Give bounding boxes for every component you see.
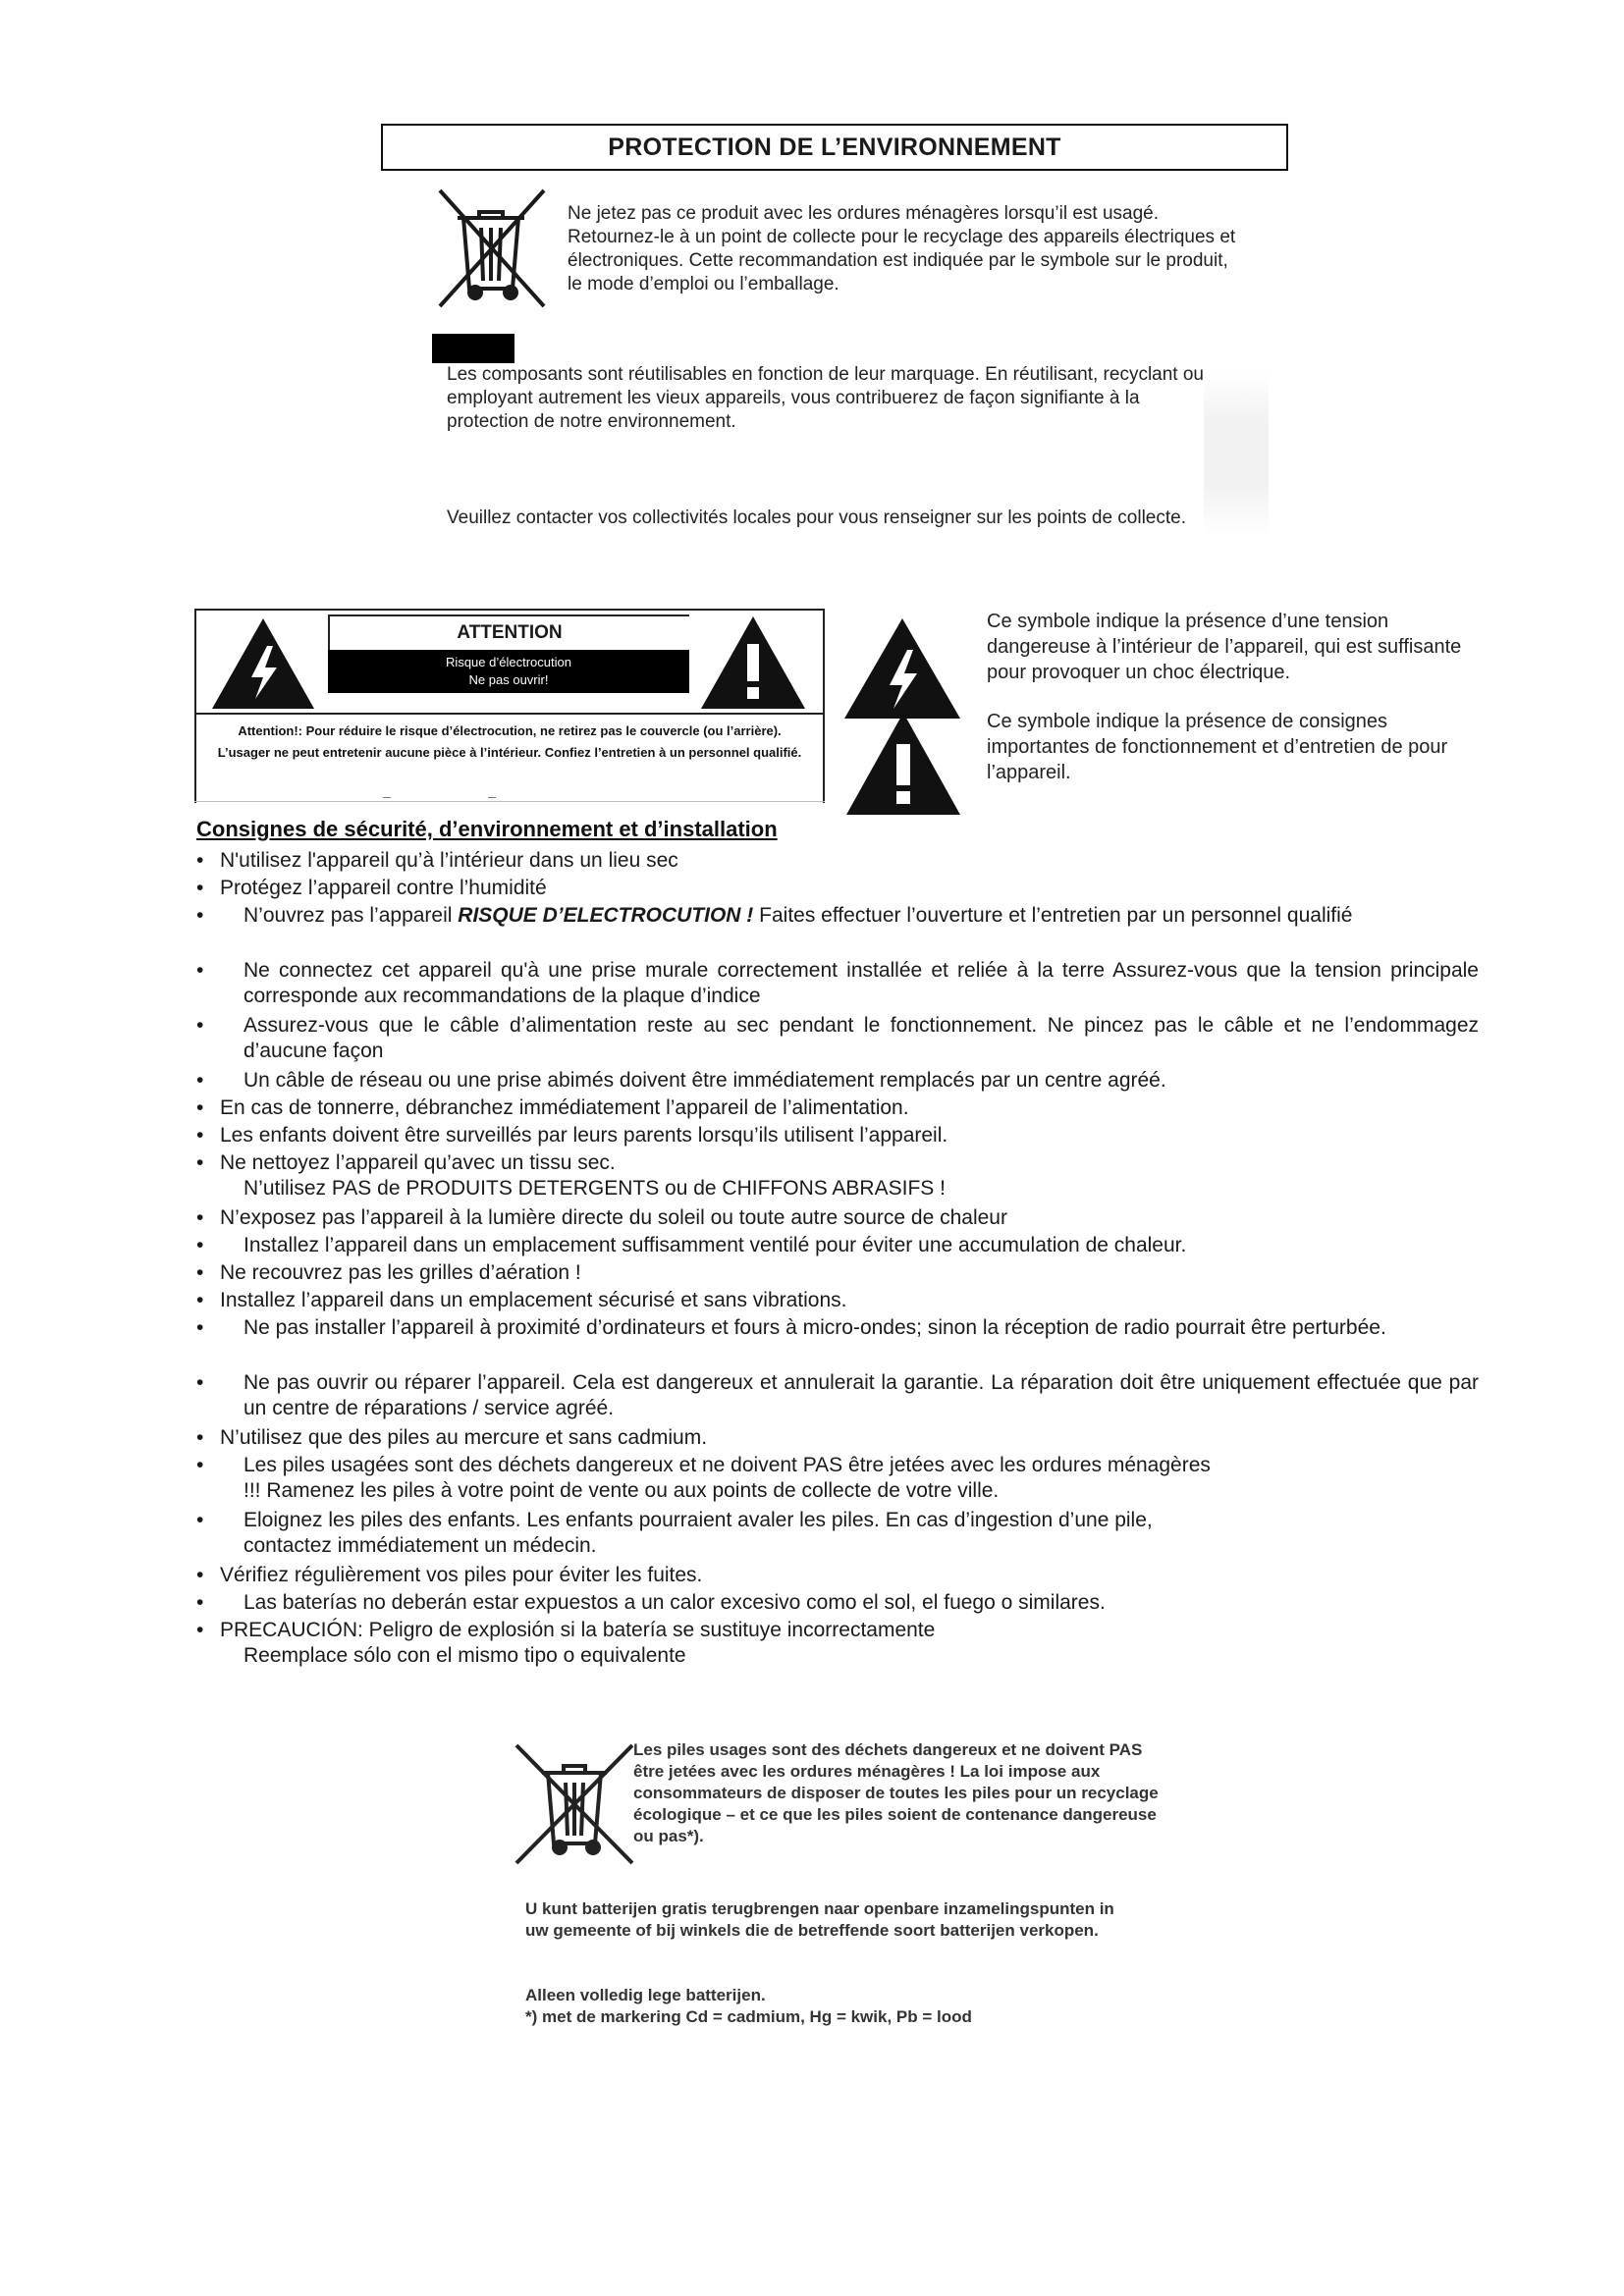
attention-title: ATTENTION — [328, 614, 689, 650]
list-item: • Eloignez les piles des enfants. Les enfants pourraient avaler les piles. En cas d’ingestion d’une pile, contactez immédiatement un médecin. — [196, 1509, 1153, 1557]
list-item: • N’utilisez que des piles au mercure et sans cadmium. — [196, 1426, 708, 1449]
electrocution-warning: RISQUE D’ELECTROCUTION ! — [458, 904, 754, 927]
list-item: • Vérifiez régulièrement vos piles pour éviter les fuites. — [196, 1564, 703, 1586]
bullet: • — [196, 1426, 204, 1449]
bullet: • — [196, 959, 204, 982]
attention-mark — [488, 797, 496, 798]
attention-note: Attention!: Pour réduire le risque d’électrocution, ne retirez pas le couvercle (ou l’arrière). L’usager ne peut entretenir aucune pièce à l’intérieur. Confiez l’entretien à un personnel qualifié. — [217, 723, 802, 760]
attention-risk-banner — [328, 650, 689, 693]
bullet: • — [196, 1564, 204, 1586]
bullet: • — [196, 1454, 204, 1476]
attention-header — [328, 614, 693, 713]
risk-line-1: Risque d’électrocution — [446, 655, 571, 669]
battery-note-footer — [525, 1985, 1134, 2028]
weee-bin-icon — [426, 183, 556, 316]
bullet: • — [196, 1289, 204, 1311]
bullet: • — [196, 1124, 204, 1147]
bullet: • — [196, 1234, 204, 1256]
bullet: • — [196, 1096, 204, 1119]
components-reuse-text: Les composants sont réutilisables en fonction de leur marquage. En réutilisant, recyclant ou employant autrement les vieux appareils, vous contribuerez de façon signifiante à la protection de notre environnement. — [447, 364, 1204, 432]
attention-divider — [196, 713, 823, 715]
list-item: • Protégez l’appareil contre l’humidité — [196, 877, 547, 899]
lightning-warning-icon — [210, 616, 316, 711]
attention-mark — [383, 797, 391, 798]
list-item: • Las baterías no deberán estar expuestos a un calor excesivo como el sol, el fuego o similares. — [196, 1591, 1106, 1614]
bullet: • — [196, 1619, 204, 1641]
weee-bin-icon — [511, 1735, 638, 1873]
attention-label — [194, 609, 825, 803]
list-item: • Ne pas ouvrir ou réparer l’appareil. Cela est dangereux et annulerait la garantie. La réparation doit être uniquement effectuée que par un centre de réparations / service agréé. — [196, 1371, 1479, 1419]
section-title-text: PROTECTION DE L’ENVIRONNEMENT — [608, 133, 1061, 161]
contact-authorities-text: Veuillez contacter vos collectivités locales pour vous renseigner sur les points de collecte. — [447, 507, 1186, 528]
safety-heading: Consignes de sécurité, d’environnement et d’installation — [196, 817, 778, 841]
lightning-warning-icon — [842, 616, 962, 721]
exclamation-warning-icon — [699, 614, 807, 711]
bullet: • — [196, 904, 204, 927]
weee-disposal-text: Ne jetez pas ce produit avec les ordures ménagères lorsqu’il est usagé. Retournez-le à un point de collecte pour le recyclage des appareils électriques et électroniques. Cette recommandation est indiquée par le symbole sur le produit, le mode d’emploi ou l’emballage. — [568, 203, 1236, 294]
risk-line-2: Ne pas ouvrir! — [468, 672, 549, 687]
bullet: • — [196, 877, 204, 899]
list-item: • N’ouvrez pas l’appareil RISQUE D’ELECTROCUTION ! Faites effectuer l’ouverture et l’entretien par un personnel qualifié — [196, 904, 1353, 927]
list-item: • Les piles usagées sont des déchets dangereux et ne doivent PAS être jetées avec les ordures ménagères !!! Ramenez les piles à votre point de vente ou aux points de collecte de votre ville. — [196, 1454, 1211, 1502]
voltage-symbol-text: Ce symbole indique la présence d’une tension dangereuse à l’intérieur de l’appareil, qui est suffisante pour provoquer un choc électrique. — [987, 611, 1462, 683]
list-item: • PRECAUCIÓN: Peligro de explosión si la batería se sustituye incorrectamente Reemplace sólo con el mismo tipo o equivalente — [196, 1619, 936, 1667]
bullet: • — [196, 1316, 204, 1339]
bullet: • — [196, 1591, 204, 1614]
exclamation-warning-icon — [844, 711, 962, 817]
bullet: • — [196, 1014, 204, 1037]
battery-note-nl: U kunt batterijen gratis terugbrengen naar openbare inzamelingspunten in uw gemeente of bij winkels die de betreffende soort batterijen verkopen. — [525, 1899, 1114, 1940]
list-item: • Ne nettoyez l’appareil qu’avec un tissu sec. N’utilisez PAS de PRODUITS DETERGENTS ou de CHIFFONS ABRASIFS ! — [196, 1151, 946, 1200]
list-item: • Installez l’appareil dans un emplacement sécurisé et sans vibrations. — [196, 1289, 847, 1311]
battery-footer-line-1: Alleen volledig lege batterijen. — [525, 1986, 766, 2004]
bullet: • — [196, 1206, 204, 1229]
bullet: • — [196, 1371, 204, 1394]
black-marker-bar — [432, 334, 514, 363]
battery-footer-line-2: *) met de markering Cd = cadmium, Hg = kwik, Pb = lood — [525, 2007, 972, 2026]
list-item: • N'utilisez l'appareil qu’à l’intérieur dans un lieu sec — [196, 849, 678, 872]
list-item: • Un câble de réseau ou une prise abimés doivent être immédiatement remplacés par un centre agréé. — [196, 1069, 1166, 1092]
bullet: • — [196, 1509, 204, 1531]
section-title — [381, 124, 1288, 171]
list-item: • Assurez-vous que le câble d’alimentation reste au sec pendant le fonctionnement. Ne pincez pas le câble et ne l’endommagez d’aucune façon — [196, 1014, 1479, 1062]
bullet: • — [196, 849, 204, 872]
scan-artifact — [1204, 371, 1269, 536]
list-item: • En cas de tonnerre, débranchez immédiatement l’appareil de l’alimentation. — [196, 1096, 909, 1119]
attention-bottom-edge — [194, 801, 825, 802]
bullet: • — [196, 1261, 204, 1284]
battery-note-fr: Les piles usages sont des déchets dangereux et ne doivent PAS être jetées avec les ordures ménagères ! La loi impose aux consommateurs de disposer de toutes les piles pour un recyclage écologique – et ce que les piles soient de contenance dangereuse ou pas*). — [633, 1740, 1159, 1845]
list-item: • N’exposez pas l’appareil à la lumière directe du soleil ou toute autre source de chaleur — [196, 1206, 1007, 1229]
list-item: • Les enfants doivent être surveillés par leurs parents lorsqu’ils utilisent l’appareil. — [196, 1124, 948, 1147]
bullet: • — [196, 1069, 204, 1092]
list-item: • Ne connectez cet appareil qu'à une prise murale correctement installée et reliée à la terre Assurez-vous que la tension principale corresponde aux recommandations de la plaque d’indice — [196, 959, 1479, 1007]
list-item: • Installez l’appareil dans un emplacement suffisamment ventilé pour éviter une accumulation de chaleur. — [196, 1234, 1187, 1256]
list-item: • Ne recouvrez pas les grilles d’aération ! — [196, 1261, 581, 1284]
instructions-symbol-text: Ce symbole indique la présence de consignes importantes de fonctionnement et d’entretien de pour l’appareil. — [987, 711, 1448, 783]
list-item: • Ne pas installer l’appareil à proximité d’ordinateurs et fours à micro-ondes; sinon la réception de radio pourrait être perturbée. — [196, 1316, 1386, 1339]
bullet: • — [196, 1151, 204, 1174]
